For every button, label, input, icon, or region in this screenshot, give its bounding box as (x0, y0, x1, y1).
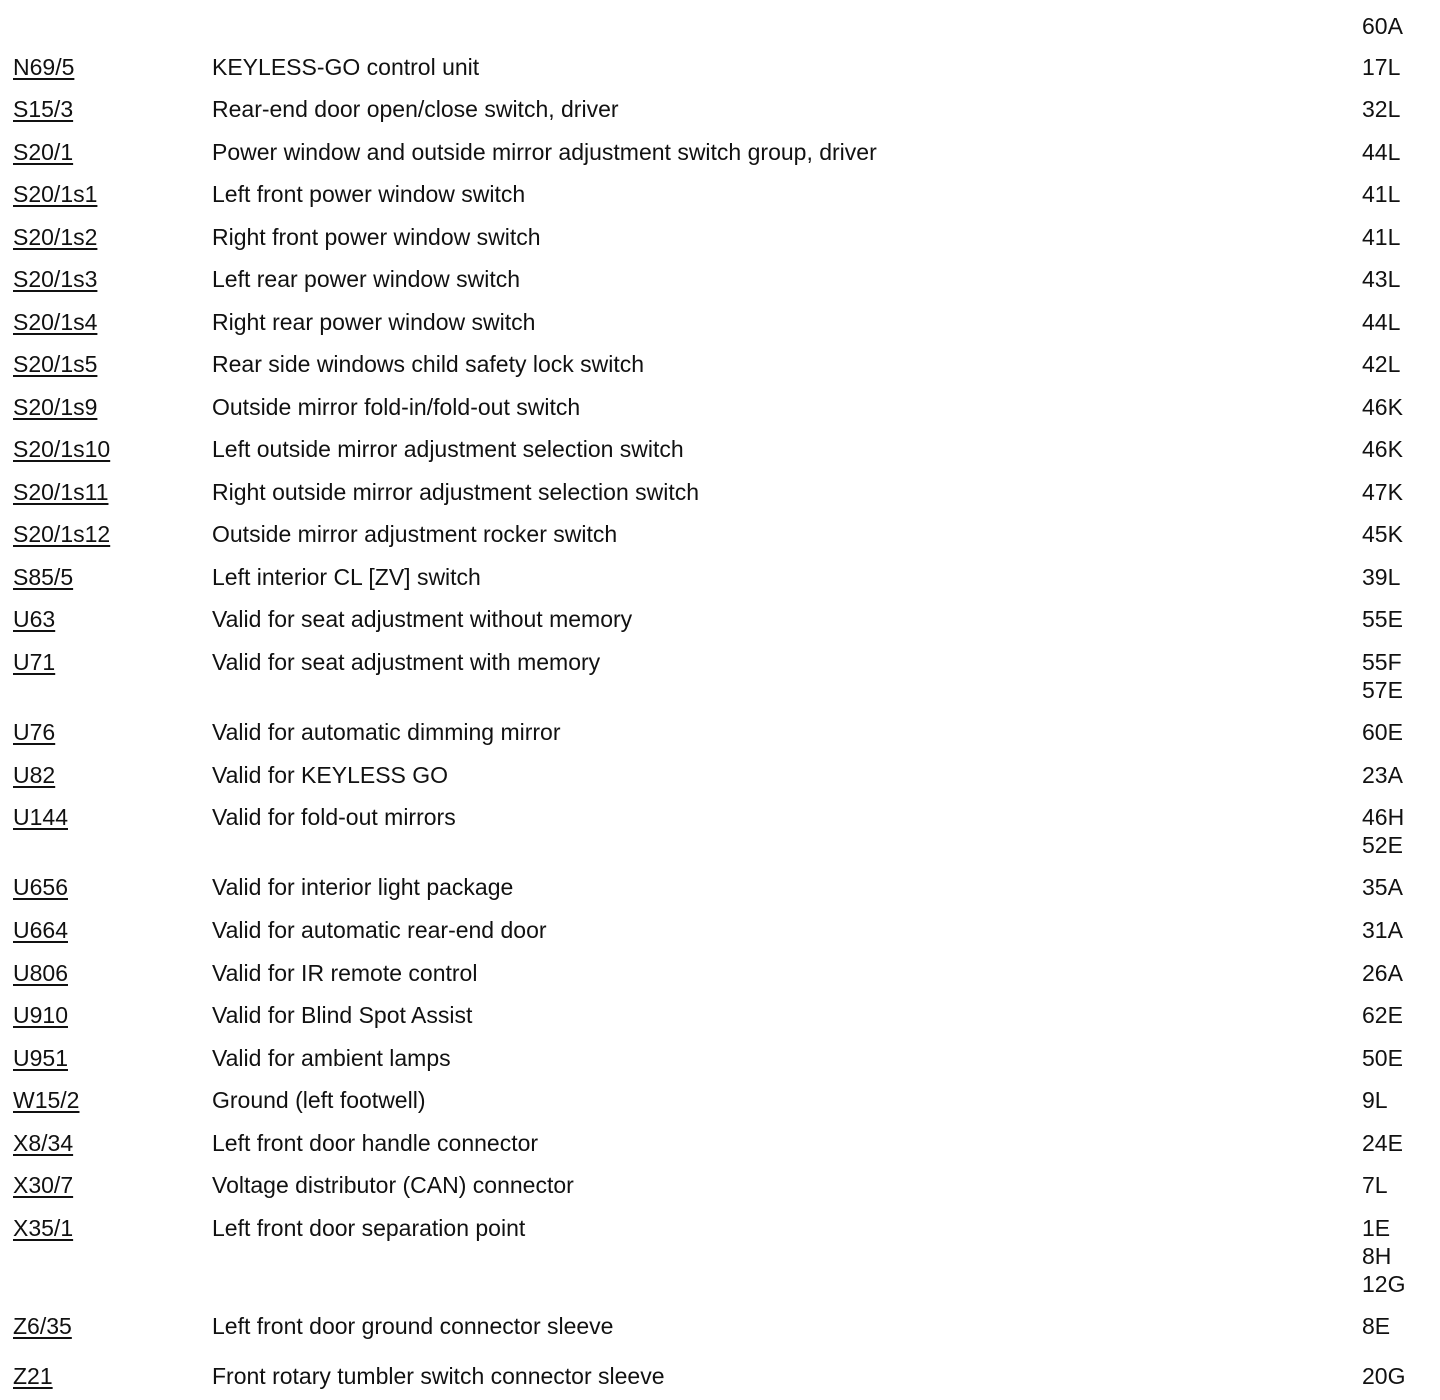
component-description: Front rotary tumbler switch connector sleeve (212, 1363, 665, 1389)
component-description: Valid for automatic dimming mirror (212, 719, 561, 745)
grid-locations (1362, 1086, 1388, 1114)
grid-locations (1362, 1312, 1390, 1340)
grid-location: 55E (1362, 606, 1403, 632)
component-code-link[interactable]: X35/1 (13, 1215, 74, 1241)
grid-locations (1362, 223, 1400, 251)
grid-location: 9L (1362, 1087, 1388, 1113)
grid-locations (1362, 435, 1403, 463)
component-code-link[interactable]: S20/1s2 (13, 224, 98, 250)
component-code-link[interactable]: S20/1s10 (13, 436, 111, 462)
grid-location: 20G (1362, 1363, 1406, 1389)
component-code-link[interactable]: X30/7 (13, 1172, 74, 1198)
component-description: Valid for seat adjustment with memory (212, 649, 601, 675)
component-description: Valid for seat adjustment without memory (212, 606, 633, 632)
component-description: Valid for interior light package (212, 874, 514, 900)
top-location: 60A (1362, 13, 1403, 39)
grid-location: 8H (1362, 1243, 1392, 1269)
component-description: Rear-end door open/close switch, driver (212, 96, 619, 122)
component-description: Valid for ambient lamps (212, 1045, 451, 1071)
grid-locations (1362, 138, 1400, 166)
component-code-link[interactable]: S20/1s4 (13, 309, 98, 335)
grid-locations (1362, 959, 1403, 987)
grid-locations (1362, 718, 1403, 746)
grid-location: 43L (1362, 266, 1401, 292)
grid-locations (1362, 308, 1400, 336)
component-code-link[interactable]: S20/1s9 (13, 394, 98, 420)
component-code-link[interactable]: U664 (13, 917, 68, 943)
component-description: Left outside mirror adjustment selection switch (212, 436, 684, 462)
component-description: Power window and outside mirror adjustment switch group, driver (212, 139, 877, 165)
grid-location: 8E (1362, 1313, 1391, 1339)
grid-locations (1362, 803, 1404, 859)
grid-location: 60E (1362, 719, 1403, 745)
component-description: Outside mirror fold-in/fold-out switch (212, 394, 581, 420)
component-code-link[interactable]: U951 (13, 1045, 68, 1071)
component-code-link[interactable]: U76 (13, 719, 56, 745)
component-description: Voltage distributor (CAN) connector (212, 1172, 574, 1198)
component-description: Left front door ground connector sleeve (212, 1313, 614, 1339)
grid-location: 50E (1362, 1045, 1403, 1071)
component-description: Valid for IR remote control (212, 960, 478, 986)
component-description: Left front door separation point (212, 1215, 526, 1241)
grid-locations (1362, 95, 1400, 123)
grid-location: 39L (1362, 564, 1401, 590)
grid-locations (1362, 1362, 1405, 1390)
component-code-link[interactable]: U71 (13, 649, 56, 675)
grid-location: 44L (1362, 139, 1401, 165)
grid-locations (1362, 916, 1403, 944)
grid-location: 45K (1362, 521, 1403, 547)
grid-locations (1362, 648, 1403, 704)
component-description: KEYLESS-GO control unit (212, 54, 480, 80)
component-description: Left interior CL [ZV] switch (212, 564, 481, 590)
component-description: Right outside mirror adjustment selection switch (212, 479, 700, 505)
component-description: Right rear power window switch (212, 309, 536, 335)
grid-locations (1362, 563, 1400, 591)
grid-location: 52E (1362, 832, 1403, 858)
grid-location: 31A (1362, 917, 1403, 943)
grid-location: 1E (1362, 1215, 1391, 1241)
component-description: Right front power window switch (212, 224, 541, 250)
grid-locations (1362, 873, 1403, 901)
component-code-link[interactable]: S15/3 (13, 96, 74, 122)
grid-locations (1362, 1044, 1403, 1072)
grid-locations (1362, 1001, 1403, 1029)
grid-location: 35A (1362, 874, 1403, 900)
component-code-link[interactable]: W15/2 (13, 1087, 80, 1113)
grid-location: 46H (1362, 804, 1405, 830)
component-code-link[interactable]: S20/1s5 (13, 351, 98, 377)
grid-locations (1362, 520, 1403, 548)
grid-location: 12G (1362, 1271, 1406, 1297)
component-description: Left front power window switch (212, 181, 526, 207)
component-code-link[interactable]: S20/1 (13, 139, 74, 165)
component-code-link[interactable]: S85/5 (13, 564, 74, 590)
component-code-link[interactable]: S20/1s12 (13, 521, 111, 547)
grid-locations (1362, 605, 1403, 633)
grid-location: 44L (1362, 309, 1401, 335)
component-code-link[interactable]: S20/1s3 (13, 266, 98, 292)
grid-locations (1362, 478, 1403, 506)
grid-location: 41L (1362, 224, 1401, 250)
component-code-link[interactable]: Z21 (13, 1363, 53, 1389)
grid-locations (1362, 1171, 1388, 1199)
component-code-link[interactable]: U144 (13, 804, 68, 830)
component-description: Ground (left footwell) (212, 1087, 426, 1113)
grid-location: 46K (1362, 436, 1403, 462)
component-code-link[interactable]: U910 (13, 1002, 68, 1028)
component-code-link[interactable]: U63 (13, 606, 56, 632)
grid-location: 55F (1362, 649, 1402, 675)
component-code-link[interactable]: X8/34 (13, 1130, 74, 1156)
component-code-link[interactable]: U82 (13, 762, 56, 788)
component-description: Valid for fold-out mirrors (212, 804, 456, 830)
component-description: Valid for KEYLESS GO (212, 762, 449, 788)
grid-locations (1362, 53, 1400, 81)
grid-location: 41L (1362, 181, 1401, 207)
grid-location: 26A (1362, 960, 1403, 986)
component-code-link[interactable]: Z6/35 (13, 1313, 72, 1339)
component-code-link[interactable]: S20/1s11 (13, 479, 109, 505)
component-description: Rear side windows child safety lock switch (212, 351, 645, 377)
grid-locations (1362, 761, 1403, 789)
grid-locations (1362, 1214, 1405, 1298)
component-description: Valid for Blind Spot Assist (212, 1002, 473, 1028)
component-description: Outside mirror adjustment rocker switch (212, 521, 618, 547)
component-code-link[interactable]: N69/5 (13, 54, 75, 80)
grid-locations (1362, 350, 1400, 378)
component-code-link[interactable]: U656 (13, 874, 68, 900)
grid-locations (1362, 1129, 1403, 1157)
grid-locations (1362, 265, 1400, 293)
grid-locations (1362, 393, 1403, 421)
component-description: Left front door handle connector (212, 1130, 539, 1156)
grid-location: 32L (1362, 96, 1401, 122)
grid-location: 17L (1362, 54, 1401, 80)
component-description: Left rear power window switch (212, 266, 521, 292)
grid-locations (1362, 180, 1400, 208)
grid-location: 42L (1362, 351, 1401, 377)
grid-location: 23A (1362, 762, 1403, 788)
component-description: Valid for automatic rear-end door (212, 917, 547, 943)
grid-location: 24E (1362, 1130, 1403, 1156)
grid-location: 57E (1362, 677, 1403, 703)
grid-location: 62E (1362, 1002, 1403, 1028)
grid-location: 47K (1362, 479, 1403, 505)
grid-location: 46K (1362, 394, 1403, 420)
grid-location: 7L (1362, 1172, 1388, 1198)
component-code-link[interactable]: U806 (13, 960, 68, 986)
component-code-link[interactable]: S20/1s1 (13, 181, 98, 207)
